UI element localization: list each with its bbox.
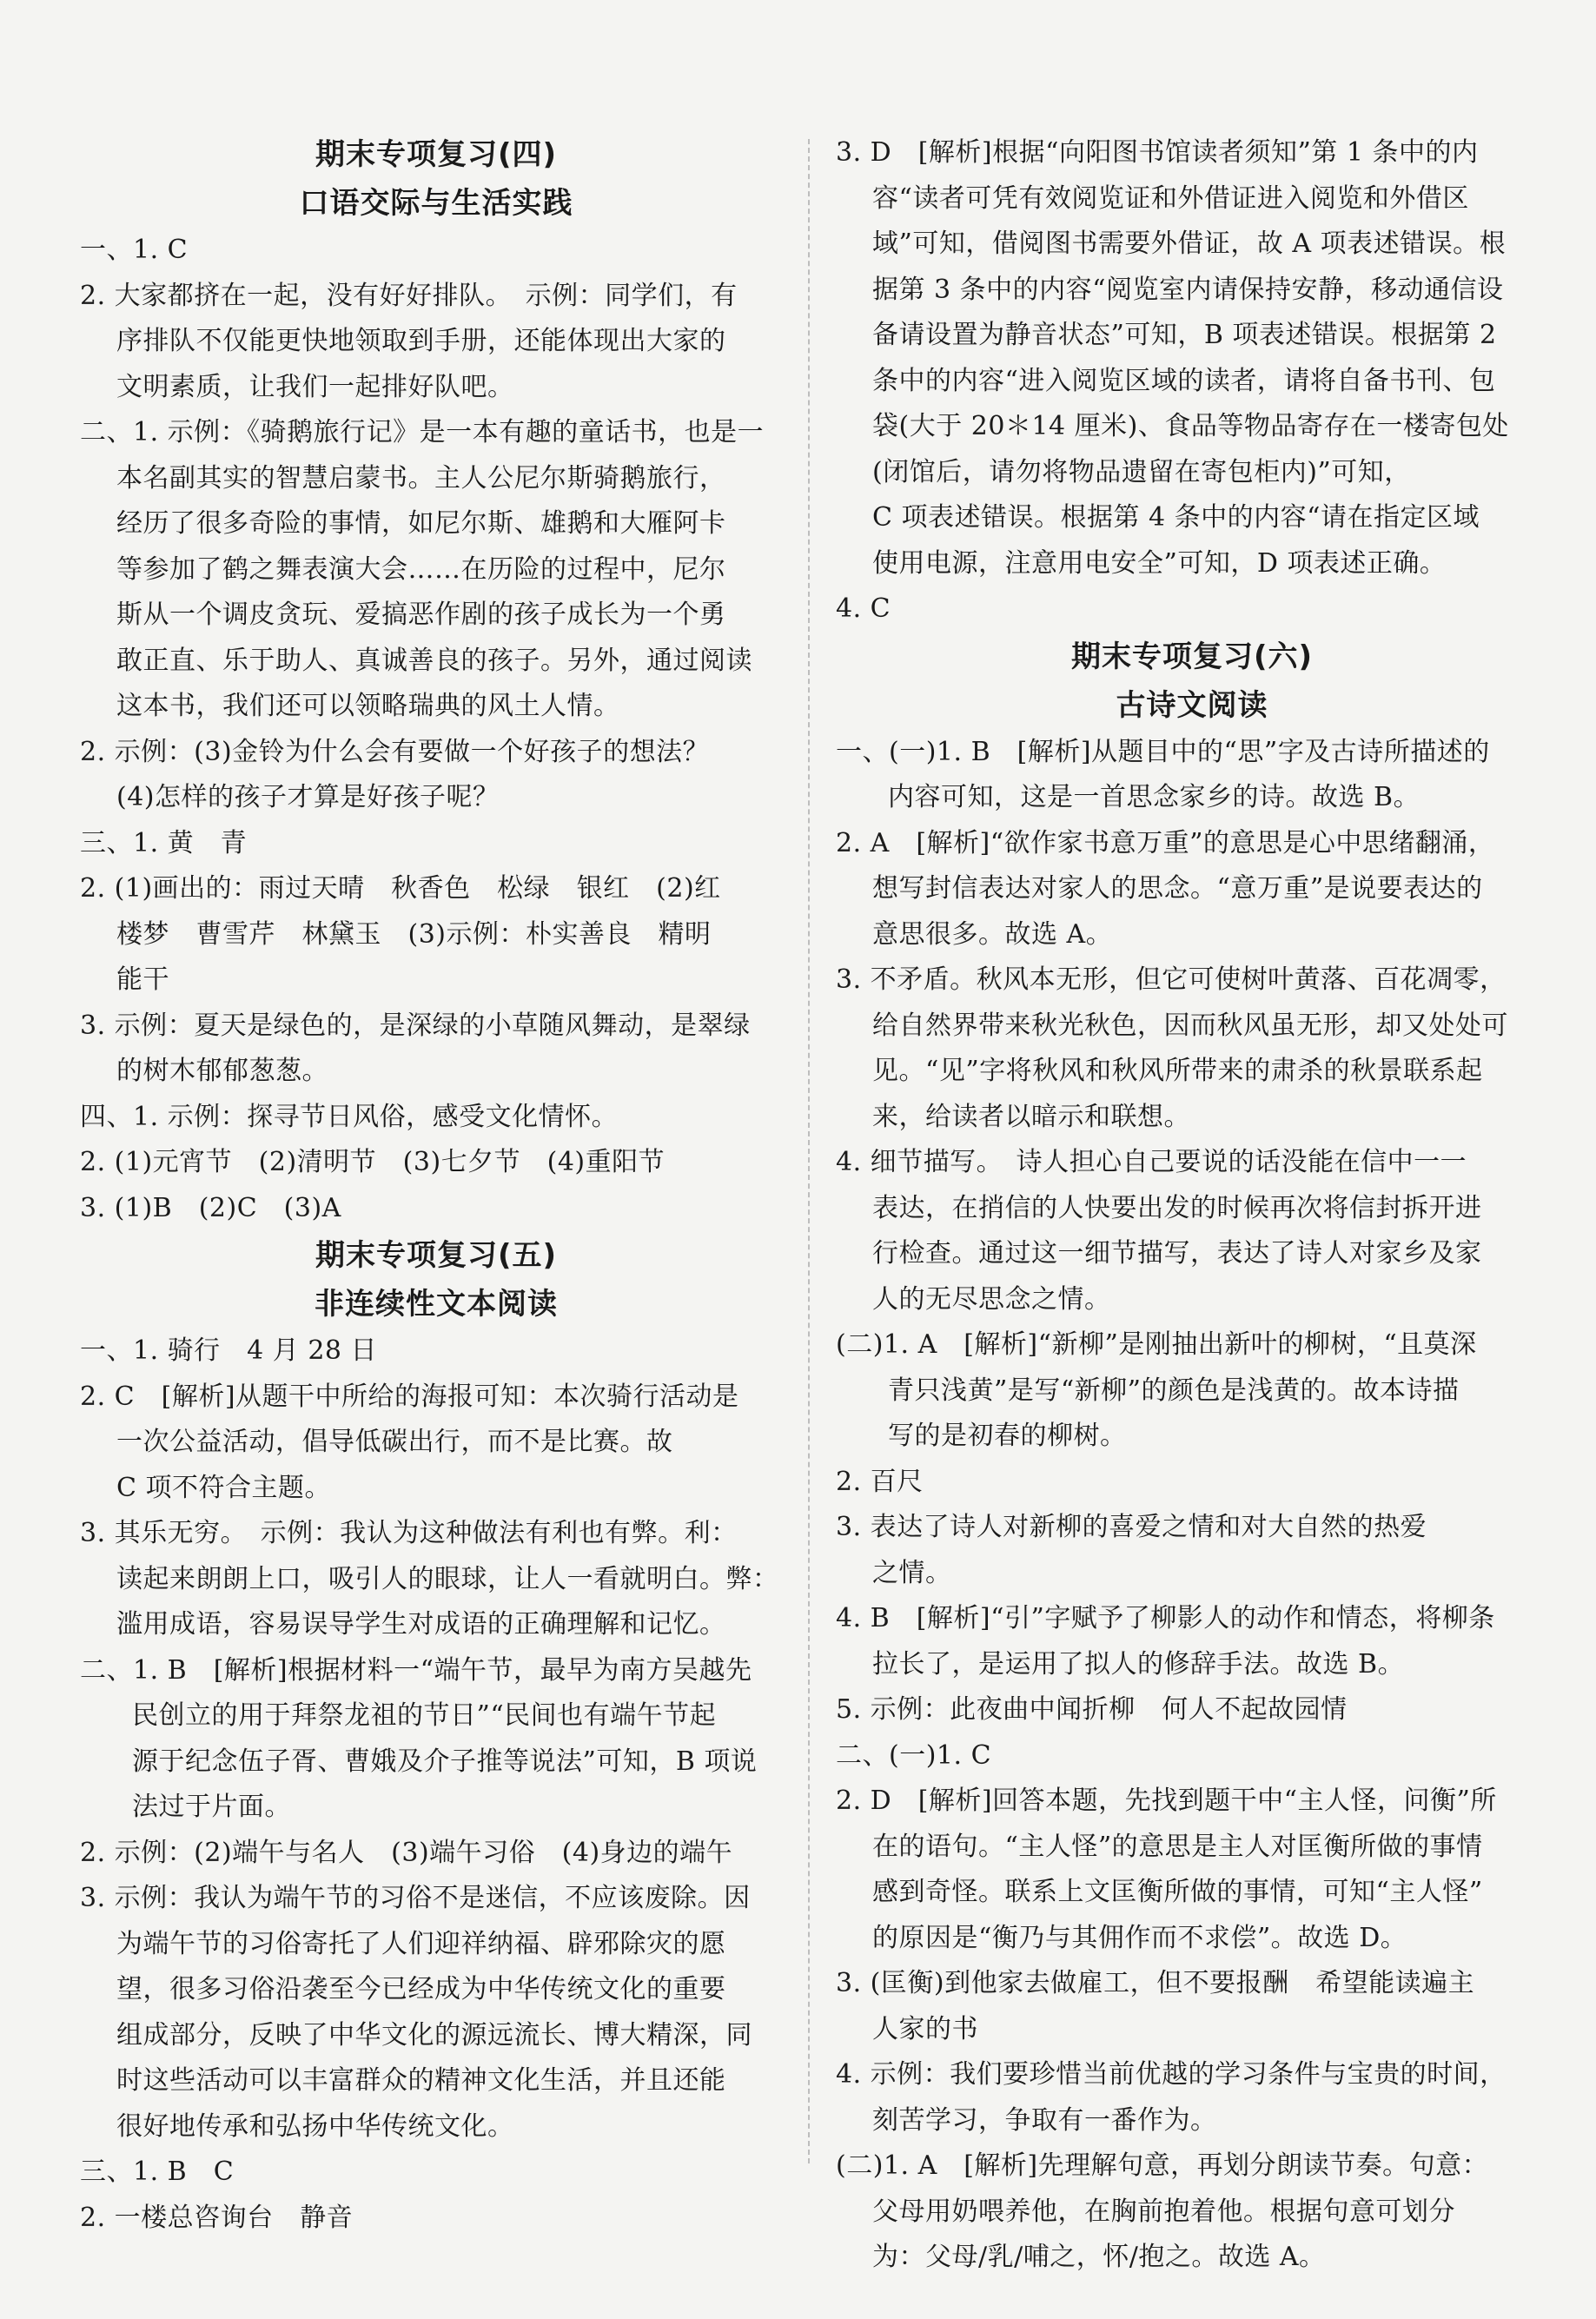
answer-line: 2. 大家都挤在一起，没有好好排队。 示例：同学们，有	[80, 280, 738, 311]
answer-line: 一、(一)1. B [解析]从题目中的“思”字及古诗所描述的	[836, 736, 1490, 767]
answer-line: 本名副其实的智慧启蒙书。主人公尼尔斯骑鹅旅行，	[116, 462, 726, 494]
answer-line: 2. D [解析]回答本题，先找到题干中“主人怪，问衡”所	[836, 1786, 1497, 1816]
answer-line: 3. (1)B (2)C (3)A	[80, 1192, 341, 1223]
section-heading: 期末专项复习(四)	[315, 137, 558, 172]
answer-line: 4. 细节描写。 诗人担心自己要说的话没能在信中一一	[836, 1147, 1467, 1177]
answer-line: 人的无尽思念之情。	[872, 1283, 1111, 1315]
answer-line: 写的是初春的柳树。	[888, 1421, 1127, 1451]
answer-line: C 项不符合主题。	[116, 1472, 331, 1503]
answer-line: 袋(大于 20＊14 厘米)、食品等物品寄存在一楼寄包处	[872, 411, 1509, 441]
answer-line: 见。“见”字将秋风和秋风所带来的肃杀的秋景联系起	[872, 1056, 1483, 1086]
answer-line: 楼梦 曹雪芹 林黛玉 (3)示例：朴实善良 精明	[116, 918, 712, 950]
answer-line: 四、1. 示例：探寻节日风俗，感受文化情怀。	[80, 1101, 619, 1132]
section-heading: 古诗文阅读	[1116, 687, 1268, 723]
answer-line: 2. A [解析]“欲作家书意万重”的意思是心中思绪翻涌，	[836, 827, 1495, 858]
answer-line: 一、1. C	[80, 235, 189, 265]
answer-line: 文明素质，让我们一起排好队吧。	[116, 371, 514, 402]
answer-line: 二、(一)1. C	[836, 1739, 992, 1771]
answer-line: 域”可知，借阅图书需要外借证，故 A 项表述错误。根	[872, 229, 1507, 259]
answer-line: 2. (1)画出的：雨过天晴 秋香色 松绿 银红 (2)红	[80, 873, 721, 904]
answer-line: 给自然界带来秋光秋色，因而秋风虽无形，却又处处可	[872, 1010, 1508, 1041]
left-column	[80, 130, 792, 2241]
answer-line: C 项表述错误。根据第 4 条中的内容“请在指定区域	[872, 502, 1480, 533]
answer-line: 3. D [解析]根据“向阳图书馆读者须知”第 1 条中的内	[836, 137, 1479, 168]
answer-line: 3. 表达了诗人对新柳的喜爱之情和对大自然的热爱	[836, 1512, 1427, 1542]
answer-line: 想写封信表达对家人的思念。“意万重”是说要表达的	[872, 873, 1483, 904]
answer-line: 4. C	[836, 593, 891, 624]
answer-line: 这本书，我们还可以领略瑞典的风土人情。	[116, 691, 620, 721]
answer-line: 在的语句。“主人怪”的意思是主人对匡衡所做的事情	[872, 1831, 1483, 1862]
answer-line: 3. 示例：夏天是绿色的，是深绿的小草随风舞动，是翠绿	[80, 1010, 751, 1041]
section-heading: 期末专项复习(六)	[1070, 639, 1314, 674]
answer-line: 4. B [解析]“引”字赋予了柳影人的动作和情态，将柳条	[836, 1603, 1495, 1633]
answer-line: 滥用成语，容易误导学生对成语的正确理解和记忆。	[116, 1609, 726, 1640]
answer-line: 组成部分，反映了中华文化的源远流长、博大精深，同	[116, 2019, 752, 2051]
answer-line: 2. C [解析]从题干中所给的海报可知：本次骑行活动是	[80, 1381, 739, 1412]
answer-line: 斯从一个调皮贪玩、爱搞恶作剧的孩子成长为一个勇	[116, 600, 726, 630]
answer-line: 感到奇怪。联系上文匡衡所做的事情，可知“主人怪”	[872, 1877, 1483, 1907]
answer-line: 父母用奶喂养他，在胸前抱着他。根据句意可划分	[872, 2196, 1455, 2227]
answer-line: 意思很多。故选 A。	[872, 918, 1113, 950]
answer-line: 人家的书	[872, 2013, 978, 2044]
answer-line: 3. (匡衡)到他家去做雇工，但不要报酬 希望能读遍主	[836, 1968, 1475, 1998]
answer-line: 源于纪念伍子胥、曹娥及介子推等说法”可知，B 项说	[132, 1746, 758, 1777]
answer-line: 2. 示例：(2)端午与名人 (3)端午习俗 (4)身边的端午	[80, 1837, 733, 1868]
section-heading: 期末专项复习(五)	[315, 1238, 558, 1273]
answer-line: 表达，在捎信的人快要出发的时候再次将信封拆开进	[872, 1192, 1482, 1223]
answer-line: (闭馆后，请勿将物品遗留在寄包柜内)”可知，	[872, 456, 1411, 487]
answer-line: 3. 其乐无穷。 示例：我认为这种做法有利也有弊。利：	[80, 1518, 738, 1548]
answer-line: 经历了很多奇险的事情，如尼尔斯、雄鹅和大雁阿卡	[116, 508, 726, 539]
answer-line: 二、1. 示例：《骑鹅旅行记》是一本有趣的童话书，也是一	[80, 417, 765, 447]
answer-line: 能干	[116, 964, 169, 995]
answer-line: 序排队不仅能更快地领取到手册，还能体现出大家的	[116, 326, 726, 356]
answer-line: 来，给读者以暗示和联想。	[872, 1101, 1190, 1132]
answer-line: 敢正直、乐于助人、真诚善良的孩子。另外，通过阅读	[116, 645, 752, 676]
answer-line: 很好地传承和弘扬中华传统文化。	[116, 2110, 514, 2142]
section-heading: 非连续性文本阅读	[315, 1287, 558, 1322]
answer-line: 条中的内容“进入阅览区域的读者，请将自备书刊、包	[872, 365, 1496, 396]
answer-line: 2. 示例：(3)金铃为什么会有要做一个好孩子的想法？	[80, 736, 710, 767]
answer-line: 读起来朗朗上口，吸引人的眼球，让人一看就明白。弊：	[116, 1563, 779, 1594]
answer-line: 一次公益活动，倡导低碳出行，而不是比赛。故	[116, 1427, 673, 1457]
answer-line: (4)怎样的孩子才算是好孩子呢？	[116, 782, 500, 812]
answer-line: 容“读者可凭有效阅览证和外借证进入阅览和外借区	[872, 182, 1469, 214]
answer-line: 3. 不矛盾。秋风本无形，但它可使树叶黄落、百花凋零，	[836, 964, 1507, 995]
answer-line: 4. 示例：我们要珍惜当前优越的学习条件与宝贵的时间，	[836, 2059, 1507, 2090]
answer-line: 三、1. 黄 青	[80, 827, 248, 858]
answer-line: 之情。	[872, 1557, 952, 1588]
answer-line: 3. 示例：我认为端午节的习俗不是迷信，不应该废除。因	[80, 1883, 751, 1913]
answer-line: 的树木郁郁葱葱。	[116, 1056, 328, 1086]
answer-line: 行检查。通过这一细节描写，表达了诗人对家乡及家	[872, 1238, 1482, 1269]
right-column	[836, 130, 1548, 2281]
answer-line: 时这些活动可以丰富群众的精神文化生活，并且还能	[116, 2065, 726, 2096]
answer-line: 使用电源，注意用电安全”可知，D 项表述正确。	[872, 547, 1447, 579]
section-heading: 口语交际与生活实践	[299, 186, 573, 221]
answer-line: 拉长了，是运用了拟人的修辞手法。故选 B。	[872, 1648, 1405, 1680]
answer-line: 内容可知，这是一首思念家乡的诗。故选 B。	[888, 782, 1421, 812]
answer-line: 备请设置为静音状态”可知，B 项表述错误。根据第 2	[872, 320, 1497, 350]
answer-line: 的原因是“衡乃与其佣作而不求偿”。故选 D。	[872, 1922, 1407, 1953]
column-divider	[808, 139, 810, 2163]
answer-line: 据第 3 条中的内容“阅览室内请保持安静，移动通信设	[872, 274, 1504, 305]
answer-line: 2. 百尺	[836, 1466, 924, 1497]
answer-line: 二、1. B [解析]根据材料一“端午节，最早为南方吴越先	[80, 1654, 752, 1686]
answer-line: 5. 示例：此夜曲中闻折柳 何人不起故园情	[836, 1694, 1348, 1725]
answer-line: 2. (1)元宵节 (2)清明节 (3)七夕节 (4)重阳节	[80, 1147, 666, 1177]
answer-line: 一、1. 骑行 4 月 28 日	[80, 1335, 378, 1366]
answer-line: 等参加了鹤之舞表演大会……在历险的过程中，尼尔	[116, 553, 726, 585]
answer-line: 为：父母/乳/哺之，怀/抱之。故选 A。	[872, 2242, 1326, 2272]
answer-line: (二)1. A [解析]先理解句意，再划分朗读节奏。句意：	[836, 2150, 1489, 2181]
answer-line: 刻苦学习，争取有一番作为。	[872, 2104, 1217, 2136]
answer-line: 法过于片面。	[132, 1792, 291, 1822]
answer-line: 民创立的用于拜祭龙祖的节日”“民间也有端午节起	[132, 1700, 717, 1731]
answer-line: 为端午节的习俗寄托了人们迎祥纳福、辟邪除灾的愿	[116, 1928, 726, 1959]
answer-line: 三、1. B C	[80, 2157, 235, 2187]
answer-line: 望，很多习俗沿袭至今已经成为中华传统文化的重要	[116, 1974, 726, 2004]
answer-line: 青只浅黄”是写“新柳”的颜色是浅黄的。故本诗描	[888, 1375, 1460, 1406]
answer-line: 2. 一楼总咨询台 静音	[80, 2202, 354, 2233]
answer-line: (二)1. A [解析]“新柳”是刚抽出新叶的柳树，“且莫深	[836, 1329, 1477, 1360]
